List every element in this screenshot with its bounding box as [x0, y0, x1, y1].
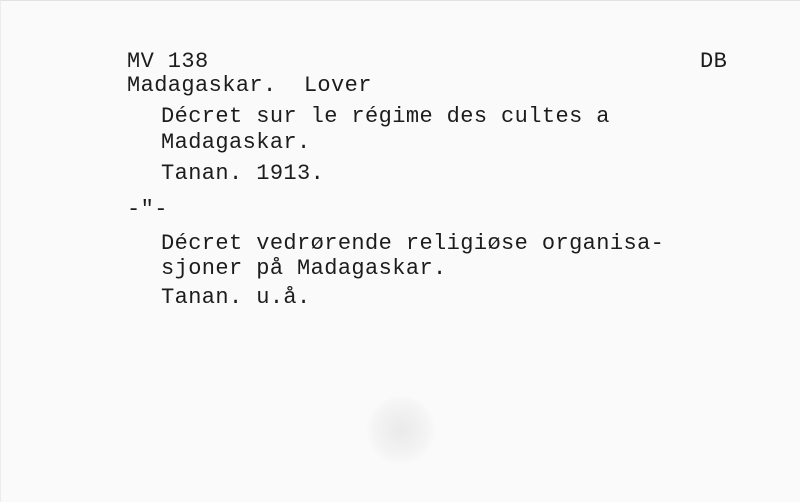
entry1-title-line1: Décret sur le régime des cultes a [161, 104, 610, 129]
entry1-imprint: Tanan. 1913. [161, 161, 325, 186]
entry2-title-line1: Décret vedrørende religiøse organisa- [161, 231, 665, 256]
shelfmark: MV 138 [127, 49, 209, 74]
entry2-imprint: Tanan. u.å. [161, 285, 311, 310]
entry2-title-line2: sjoner på Madagaskar. [161, 256, 447, 281]
entry1-title-line2: Madagaskar. [161, 130, 311, 155]
ditto-mark: -"- [127, 197, 168, 222]
paper-smudge [367, 396, 435, 464]
cataloger-initials: DB [700, 49, 728, 74]
subject-heading: Madagaskar. Lover [127, 73, 372, 98]
